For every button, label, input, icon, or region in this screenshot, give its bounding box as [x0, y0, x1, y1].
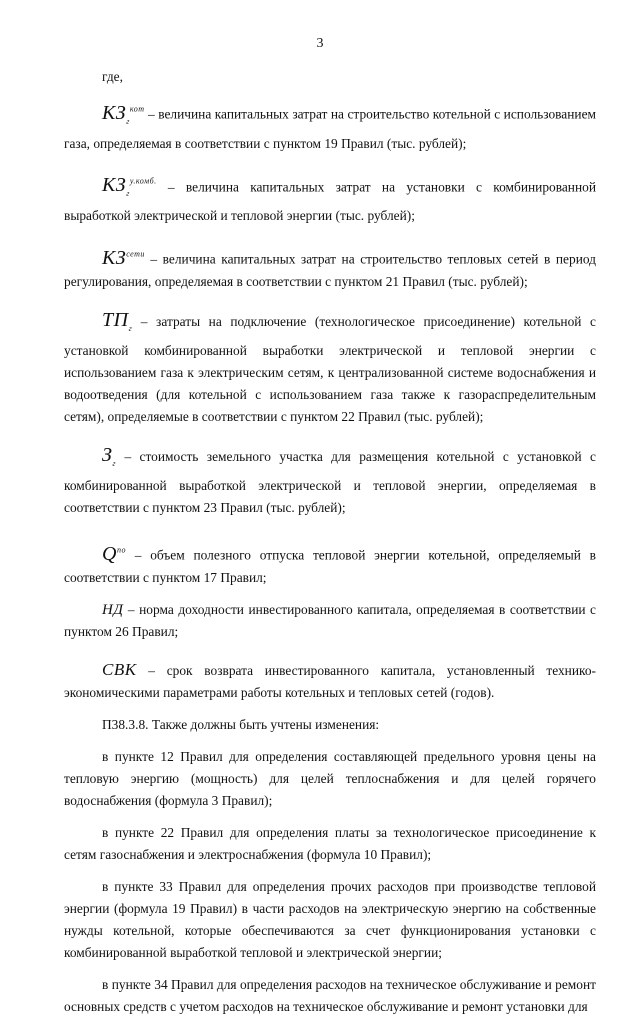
- formula-symbol: $КЗ_г^{у.комб.}$: [102, 174, 157, 199]
- definition-kz-kot: [64, 98, 596, 155]
- paragraph-item-33: в пункте 33 Правил для определения прочих расходов при производстве тепловой энергии (формула 19 Правил) в части расходов на электрическую энергию на собственные нужды котельной, которые обеспечиваются за счет функционирования установки с комбинированной выработкой тепловой и электрической энергии;: [64, 878, 596, 960]
- definition-text: – затраты на подключение (технологическое присоединение) котельной с установкой комбинированной выработки электрической и тепловой энергии с использованием газа к электрическим сетям, к централизованной системе водоснабжения и водоотведения (для котельной с использованием газа также к газораспределительным сетям), определяемые в соответствии с пунктом 22 Правил (тыс. рублей);: [64, 313, 596, 424]
- definition-text: – срок возврата инвестированного капитала, установленный технико-экономическими параметрами работы котельных и тепловых сетей (годов).: [64, 662, 596, 700]
- formula-symbol: $З_г$: [102, 443, 117, 468]
- formula-symbol: $Q^{по}$: [102, 542, 126, 565]
- definition-tp: [64, 309, 596, 428]
- definition-text: – величина капитальных затрат на строительство тепловых сетей в период регулирования, определяемая в соответствии с пунктом 21 Правил (тыс. рублей);: [64, 251, 596, 289]
- definition-text: – норма доходности инвестированного капитала, определяемая в соответствии с пунктом 26 Правил;: [64, 601, 596, 639]
- paragraph-item-22: в пункте 22 Правил для определения платы за технологическое присоединение к сетям газоснабжения и электроснабжения (формула 10 Правил);: [64, 824, 596, 862]
- formula-symbol: СВК: [102, 659, 137, 679]
- formula-symbol: НД: [102, 601, 124, 618]
- definition-text: – величина капитальных затрат на установки с комбинированной выработкой электрической и тепловой энергии (тыс. рублей);: [64, 179, 596, 224]
- definition-text: – стоимость земельного участка для размещения котельной с установкой с комбинированной выработкой электрической и тепловой энергии, определяемая в соответствии с пунктом 23 Правил (тыс. рублей);: [64, 448, 596, 515]
- definition-kz-seti: [64, 243, 596, 293]
- definition-nd: [64, 599, 596, 643]
- definition-svk: [64, 659, 596, 704]
- formula-symbol: $КЗ_г^{кот}$: [102, 101, 145, 126]
- paragraph-item-34: в пункте 34 Правил для определения расходов на техническое обслуживание и ремонт основных средств с учетом расходов на техническое обслуживание и ремонт установки для: [64, 976, 596, 1014]
- formula-symbol: $КЗ^{сети}$: [102, 246, 145, 269]
- definition-text: – величина капитальных затрат на строительство котельной с использованием газа, определяемая в соответствии с пунктом 19 Правил (тыс. рублей);: [64, 106, 596, 151]
- document-body: [64, 66, 596, 1018]
- definition-q: [64, 539, 596, 589]
- paragraph-changes-heading: П38.3.8. Также должны быть учтены изменения:: [102, 716, 380, 732]
- page-number: 3: [316, 36, 324, 51]
- formula-symbol: $ТП_г$: [102, 308, 133, 333]
- intro-text: где,: [102, 69, 123, 84]
- paragraph-item-12: в пункте 12 Правил для определения составляющей предельного уровня цены на тепловую энергию (мощность) для целей теплоснабжения и для целей горячего водоснабжения (формула 3 Правил);: [64, 748, 596, 808]
- definition-text: – объем полезного отпуска тепловой энергии котельной, определяемый в соответствии с пунктом 17 Правил;: [64, 547, 596, 585]
- definition-z: [64, 444, 596, 519]
- definition-kz-ukomb: [64, 171, 596, 228]
